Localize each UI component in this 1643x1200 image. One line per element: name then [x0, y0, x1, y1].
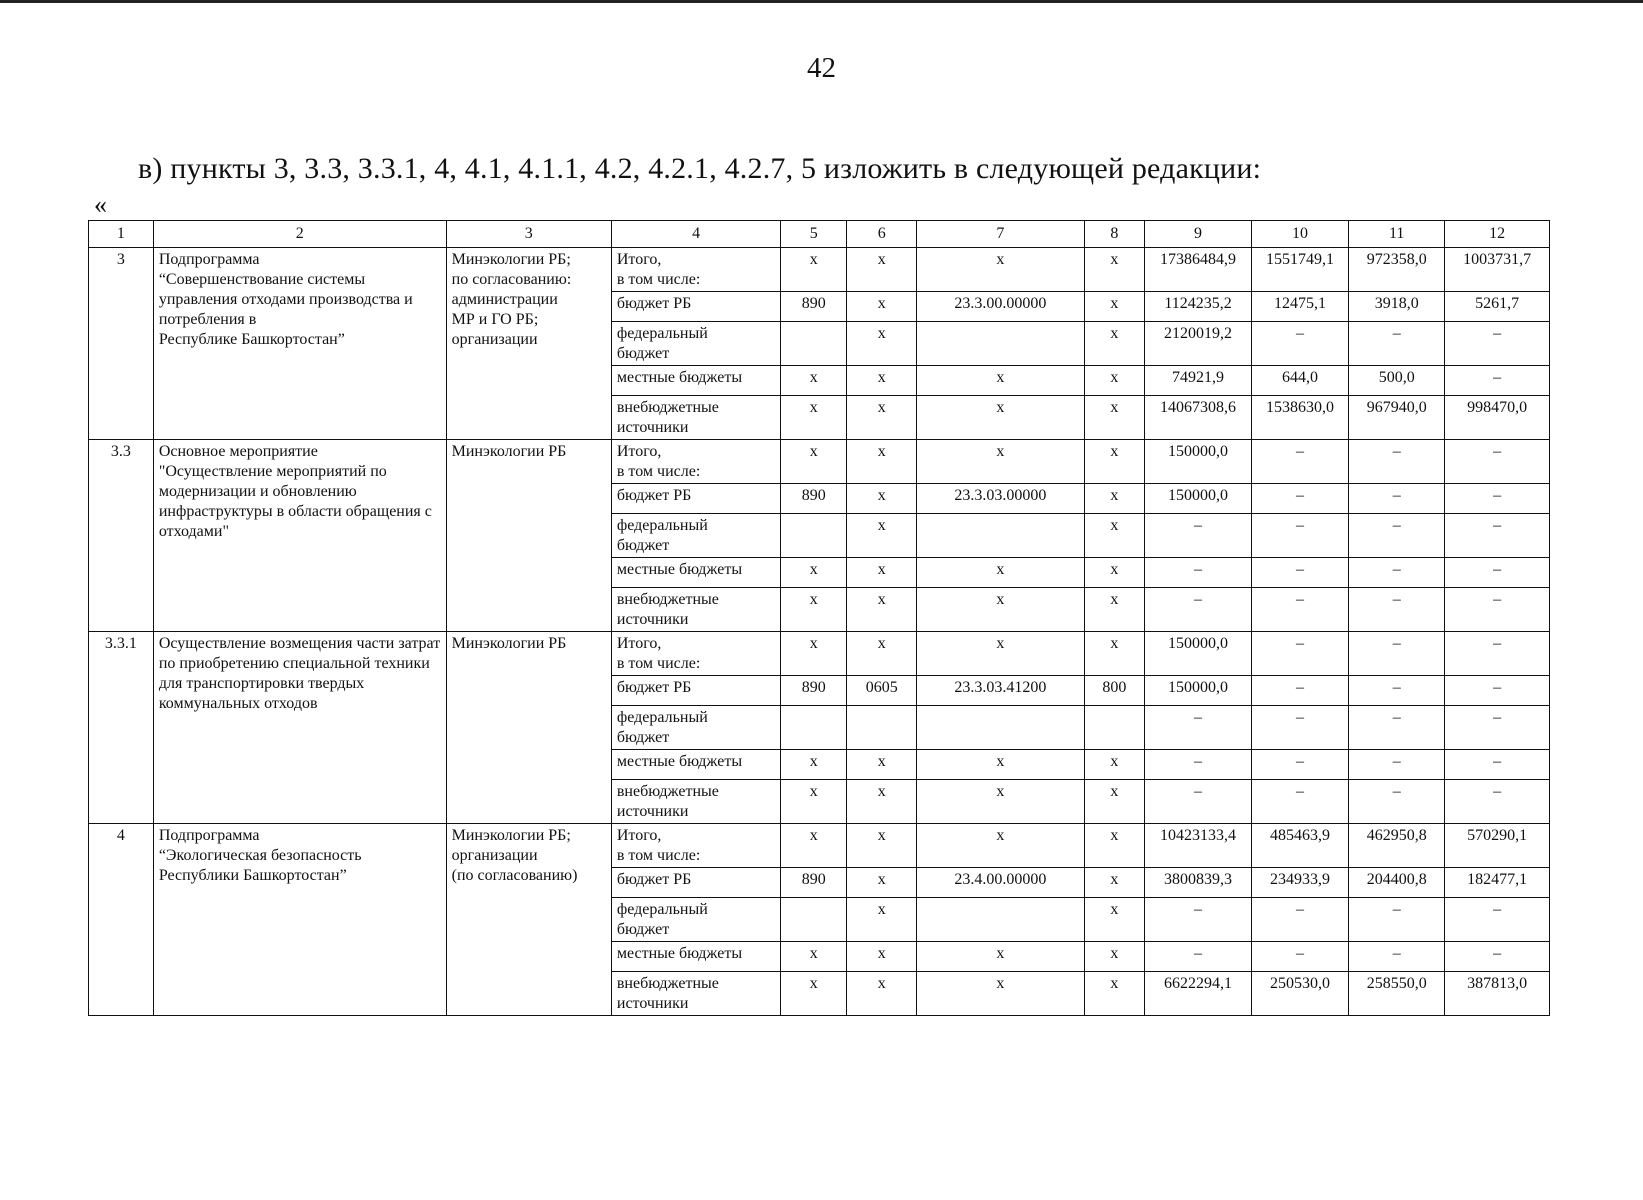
value-cell: – [1349, 942, 1445, 972]
value-cell [917, 706, 1084, 750]
value-cell [781, 898, 847, 942]
value-cell: х [1084, 558, 1145, 588]
value-cell: – [1251, 558, 1348, 588]
top-rule [0, 0, 1643, 3]
funding-source: местные бюджеты [611, 750, 780, 780]
value-cell: 150000,0 [1145, 440, 1252, 484]
value-cell: х [781, 366, 847, 396]
value-cell: – [1251, 514, 1348, 558]
value-cell: 1538630,0 [1251, 396, 1348, 440]
value-cell: х [847, 588, 917, 632]
value-cell [917, 514, 1084, 558]
value-cell: – [1145, 514, 1252, 558]
value-cell: х [1084, 868, 1145, 898]
value-cell: х [1084, 396, 1145, 440]
value-cell: х [781, 558, 847, 588]
value-cell: х [847, 824, 917, 868]
funding-source: местные бюджеты [611, 942, 780, 972]
value-cell: х [847, 292, 917, 322]
value-cell: – [1145, 750, 1252, 780]
value-cell: х [1084, 484, 1145, 514]
value-cell: – [1349, 484, 1445, 514]
value-cell: х [917, 750, 1084, 780]
value-cell: – [1251, 484, 1348, 514]
value-cell: х [1084, 632, 1145, 676]
header-row [89, 221, 1550, 248]
item-number: 3.3 [89, 440, 154, 632]
value-cell: 23.3.00.00000 [917, 292, 1084, 322]
funding-source: федеральный бюджет [611, 706, 780, 750]
value-cell: 5261,7 [1445, 292, 1550, 322]
value-cell: х [1084, 514, 1145, 558]
value-cell: х [917, 248, 1084, 292]
funding-source: Итого, в том числе: [611, 248, 780, 292]
value-cell: х [1084, 972, 1145, 1016]
value-cell: х [847, 750, 917, 780]
value-cell: – [1445, 514, 1550, 558]
value-cell: – [1145, 558, 1252, 588]
value-cell: х [917, 588, 1084, 632]
value-cell: 972358,0 [1349, 248, 1445, 292]
value-cell: 17386484,9 [1145, 248, 1252, 292]
value-cell: х [917, 972, 1084, 1016]
value-cell: х [781, 750, 847, 780]
value-cell: 182477,1 [1445, 868, 1550, 898]
value-cell: – [1145, 942, 1252, 972]
column-header: 10 [1251, 221, 1348, 248]
value-cell: х [847, 440, 917, 484]
funding-source: Итого, в том числе: [611, 632, 780, 676]
funding-source: федеральный бюджет [611, 322, 780, 366]
table-row [89, 632, 1550, 676]
table-row [89, 248, 1550, 292]
item-number: 4 [89, 824, 154, 1016]
value-cell: – [1349, 514, 1445, 558]
value-cell: 23.4.00.00000 [917, 868, 1084, 898]
value-cell [781, 706, 847, 750]
value-cell: х [847, 558, 917, 588]
funding-source: бюджет РБ [611, 292, 780, 322]
column-header: 12 [1445, 221, 1550, 248]
value-cell: х [1084, 824, 1145, 868]
value-cell: х [1084, 750, 1145, 780]
value-cell: – [1349, 750, 1445, 780]
item-executor: Минэкологии РБ [446, 632, 611, 824]
value-cell: 967940,0 [1349, 396, 1445, 440]
value-cell: – [1445, 706, 1550, 750]
value-cell: 1551749,1 [1251, 248, 1348, 292]
value-cell: – [1251, 942, 1348, 972]
value-cell: – [1445, 632, 1550, 676]
funding-source: Итого, в том числе: [611, 824, 780, 868]
value-cell: х [847, 868, 917, 898]
value-cell: – [1445, 676, 1550, 706]
value-cell: – [1445, 322, 1550, 366]
value-cell: х [847, 942, 917, 972]
item-name: Осуществление возмещения части затрат по приобретению специальной техники для транспортировки твердых коммунальных отходов [153, 632, 446, 824]
funding-source: внебюджетные источники [611, 396, 780, 440]
value-cell: х [781, 632, 847, 676]
value-cell: х [847, 780, 917, 824]
value-cell: 890 [781, 292, 847, 322]
value-cell: 150000,0 [1145, 632, 1252, 676]
funding-source: бюджет РБ [611, 868, 780, 898]
value-cell: 234933,9 [1251, 868, 1348, 898]
amendment-heading: в) пункты 3, 3.3, 3.3.1, 4, 4.1, 4.1.1, 4.2, 4.2.1, 4.2.7, 5 изложить в следующей редакции: [138, 152, 1262, 185]
value-cell: – [1251, 322, 1348, 366]
value-cell: – [1251, 780, 1348, 824]
value-cell: 258550,0 [1349, 972, 1445, 1016]
value-cell: 12475,1 [1251, 292, 1348, 322]
funding-source: бюджет РБ [611, 676, 780, 706]
value-cell [917, 898, 1084, 942]
value-cell: х [1084, 322, 1145, 366]
value-cell: х [847, 632, 917, 676]
value-cell: х [917, 942, 1084, 972]
value-cell: 570290,1 [1445, 824, 1550, 868]
funding-source: внебюджетные источники [611, 780, 780, 824]
value-cell: 23.3.03.41200 [917, 676, 1084, 706]
column-header: 1 [89, 221, 154, 248]
value-cell: 74921,9 [1145, 366, 1252, 396]
item-name: Основное мероприятие "Осуществление мероприятий по модернизации и обновлению инфраструктуры в области обращения с отходами" [153, 440, 446, 632]
value-cell: х [847, 366, 917, 396]
value-cell: – [1445, 440, 1550, 484]
value-cell: – [1145, 780, 1252, 824]
value-cell: – [1251, 440, 1348, 484]
value-cell: – [1445, 588, 1550, 632]
value-cell: 6622294,1 [1145, 972, 1252, 1016]
table-row [89, 440, 1550, 484]
value-cell: х [781, 440, 847, 484]
funding-source: внебюджетные источники [611, 972, 780, 1016]
value-cell: х [1084, 898, 1145, 942]
column-header: 4 [611, 221, 780, 248]
value-cell: 2120019,2 [1145, 322, 1252, 366]
value-cell: 890 [781, 484, 847, 514]
item-name: Подпрограмма “Экологическая безопасность Республики Башкортостан” [153, 824, 446, 1016]
value-cell: х [847, 972, 917, 1016]
value-cell: х [847, 248, 917, 292]
item-name: Подпрограмма “Совершенствование системы управления отходами производства и потребления в Республике Башкортостан” [153, 248, 446, 440]
table-row [89, 824, 1550, 868]
value-cell: х [917, 824, 1084, 868]
value-cell: х [847, 514, 917, 558]
value-cell: – [1445, 484, 1550, 514]
value-cell: х [917, 440, 1084, 484]
value-cell: – [1445, 558, 1550, 588]
value-cell: 150000,0 [1145, 676, 1252, 706]
value-cell: – [1349, 558, 1445, 588]
value-cell: 800 [1084, 676, 1145, 706]
value-cell: х [917, 558, 1084, 588]
value-cell: 644,0 [1251, 366, 1348, 396]
value-cell: 10423133,4 [1145, 824, 1252, 868]
value-cell: 204400,8 [1349, 868, 1445, 898]
value-cell: 14067308,6 [1145, 396, 1252, 440]
value-cell: х [1084, 248, 1145, 292]
funding-source: федеральный бюджет [611, 514, 780, 558]
column-header: 8 [1084, 221, 1145, 248]
funding-source: местные бюджеты [611, 366, 780, 396]
value-cell: – [1251, 588, 1348, 632]
item-number: 3 [89, 248, 154, 440]
value-cell: х [847, 396, 917, 440]
value-cell: – [1251, 676, 1348, 706]
column-header: 7 [917, 221, 1084, 248]
value-cell: 0605 [847, 676, 917, 706]
budget-table [88, 220, 1550, 1016]
column-header: 6 [847, 221, 917, 248]
value-cell: х [847, 898, 917, 942]
value-cell: – [1251, 898, 1348, 942]
value-cell: – [1349, 440, 1445, 484]
value-cell: 23.3.03.00000 [917, 484, 1084, 514]
value-cell: 890 [781, 868, 847, 898]
value-cell: х [781, 824, 847, 868]
value-cell: – [1145, 898, 1252, 942]
item-executor: Минэкологии РБ; по согласованию: администрации МР и ГО РБ; организации [446, 248, 611, 440]
funding-source: местные бюджеты [611, 558, 780, 588]
value-cell: – [1349, 676, 1445, 706]
value-cell: х [847, 484, 917, 514]
value-cell: – [1251, 750, 1348, 780]
item-executor: Минэкологии РБ [446, 440, 611, 632]
value-cell: 998470,0 [1445, 396, 1550, 440]
item-executor: Минэкологии РБ; организации (по согласованию) [446, 824, 611, 1016]
value-cell: 500,0 [1349, 366, 1445, 396]
funding-source: федеральный бюджет [611, 898, 780, 942]
value-cell: 3800839,3 [1145, 868, 1252, 898]
value-cell: – [1251, 632, 1348, 676]
value-cell: – [1445, 898, 1550, 942]
value-cell: х [781, 588, 847, 632]
value-cell: 1124235,2 [1145, 292, 1252, 322]
value-cell: 3918,0 [1349, 292, 1445, 322]
value-cell: х [781, 248, 847, 292]
value-cell: х [917, 780, 1084, 824]
value-cell: х [1084, 366, 1145, 396]
funding-source: Итого, в том числе: [611, 440, 780, 484]
value-cell: – [1445, 780, 1550, 824]
value-cell [847, 706, 917, 750]
column-header: 11 [1349, 221, 1445, 248]
value-cell: – [1349, 588, 1445, 632]
value-cell: – [1349, 632, 1445, 676]
funding-source: внебюджетные источники [611, 588, 780, 632]
value-cell: х [917, 366, 1084, 396]
value-cell: х [781, 942, 847, 972]
value-cell: – [1445, 366, 1550, 396]
value-cell [781, 514, 847, 558]
value-cell: х [781, 396, 847, 440]
value-cell: – [1349, 780, 1445, 824]
value-cell [781, 322, 847, 366]
value-cell: 890 [781, 676, 847, 706]
value-cell: 150000,0 [1145, 484, 1252, 514]
value-cell: – [1251, 706, 1348, 750]
page-number: 42 [807, 52, 836, 84]
value-cell [917, 322, 1084, 366]
value-cell: х [1084, 780, 1145, 824]
value-cell: – [1349, 898, 1445, 942]
item-number: 3.3.1 [89, 632, 154, 824]
value-cell: х [781, 780, 847, 824]
column-header: 3 [446, 221, 611, 248]
value-cell: – [1349, 322, 1445, 366]
value-cell: 250530,0 [1251, 972, 1348, 1016]
value-cell: х [847, 322, 917, 366]
value-cell: х [1084, 588, 1145, 632]
column-header: 9 [1145, 221, 1252, 248]
value-cell: 1003731,7 [1445, 248, 1550, 292]
value-cell: 485463,9 [1251, 824, 1348, 868]
value-cell: х [1084, 440, 1145, 484]
opening-quote: « [94, 190, 107, 219]
value-cell [1084, 706, 1145, 750]
value-cell: х [917, 632, 1084, 676]
value-cell: – [1445, 942, 1550, 972]
value-cell: 462950,8 [1349, 824, 1445, 868]
value-cell: х [1084, 292, 1145, 322]
value-cell: – [1145, 706, 1252, 750]
value-cell: х [917, 396, 1084, 440]
value-cell: – [1349, 706, 1445, 750]
funding-source: бюджет РБ [611, 484, 780, 514]
value-cell: х [781, 972, 847, 1016]
value-cell: – [1445, 750, 1550, 780]
column-header: 5 [781, 221, 847, 248]
value-cell: – [1145, 588, 1252, 632]
value-cell: 387813,0 [1445, 972, 1550, 1016]
column-header: 2 [153, 221, 446, 248]
value-cell: х [1084, 942, 1145, 972]
